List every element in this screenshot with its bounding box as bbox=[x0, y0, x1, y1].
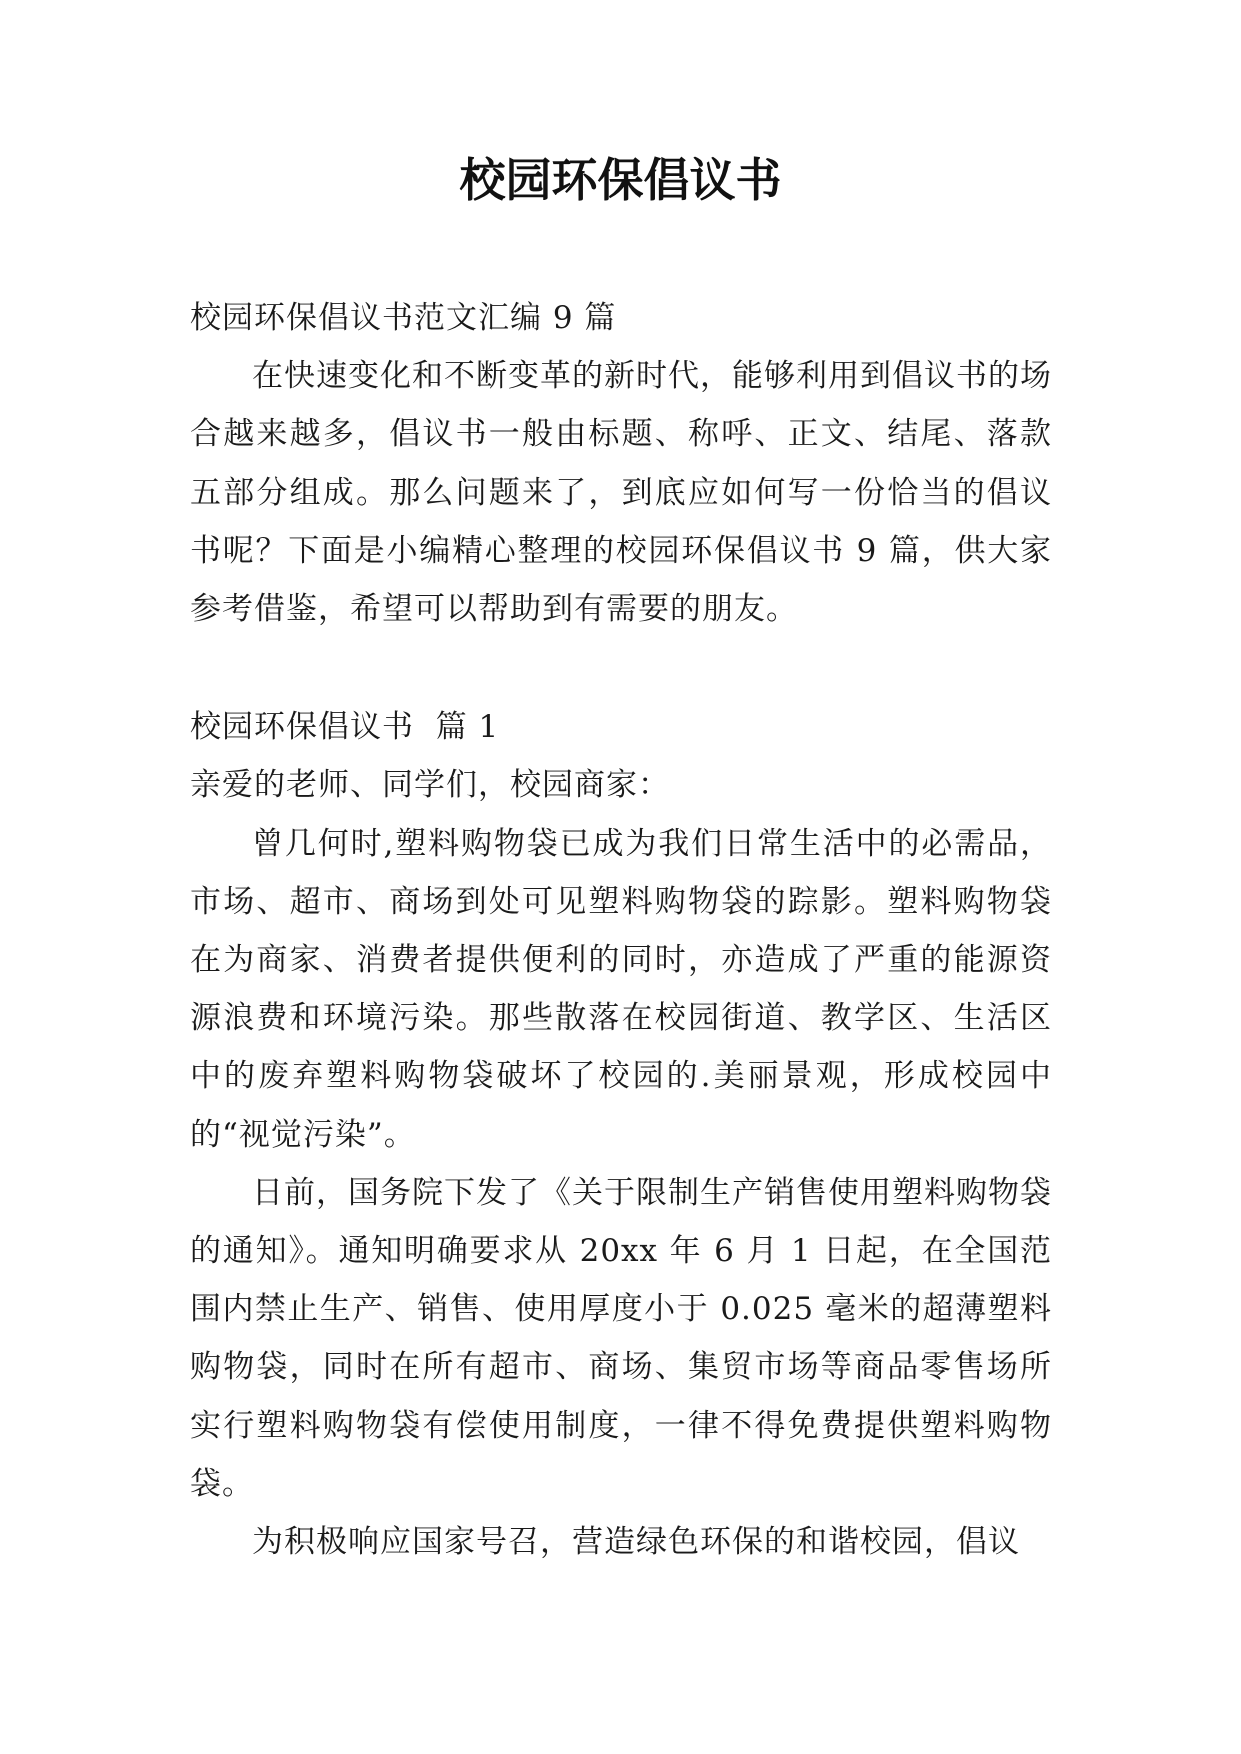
body-paragraph: 日前，国务院下发了《关于限制生产销售使用塑料购物袋的通知》。通知明确要求从 20xx 年 6 月 1 日起，在全国范围内禁止生产、销售、使用厚度小于 0.025 毫米的超薄塑料购物袋，同时在所有超市、商场、集贸市场等商品零售场所实行塑料购物袋有偿使用制度，一律不得免费提供塑料购物袋。 bbox=[190, 1174, 1052, 1502]
body-paragraph: 为积极响应国家号召，营造绿色环保的和谐校园，倡议 bbox=[252, 1524, 1020, 1561]
document-body bbox=[190, 289, 1052, 1571]
intro-paragraph: 在快速变化和不断变革的新时代，能够利用到倡议书的场合越来越多，倡议书一般由标题、称呼、正文、结尾、落款五部分组成。那么问题来了，到底应如何写一份恰当的倡议书呢？下面是小编精心整理的校园环保倡议书 9 篇，供大家参考借鉴，希望可以帮助到有需要的朋友。 bbox=[190, 358, 1052, 628]
document-subtitle: 校园环保倡议书范文汇编 9 篇 bbox=[190, 300, 617, 336]
document-title: 校园环保倡议书 bbox=[459, 153, 782, 207]
salutation: 亲爱的老师、同学们，校园商家： bbox=[190, 767, 670, 804]
body-paragraph: 曾几何时,塑料购物袋已成为我们日常生活中的必需品，市场、超市、商场到处可见塑料购物袋的踪影。塑料购物袋在为商家、消费者提供便利的同时，亦造成了严重的能源资源浪费和环境污染。那些散落在校园街道、教学区、生活区中的废弃塑料购物袋破坏了校园的.美丽景观，形成校园中的“视觉污染”。 bbox=[190, 825, 1052, 1153]
section-heading: 校园环保倡议书 篇 1 bbox=[190, 709, 500, 746]
